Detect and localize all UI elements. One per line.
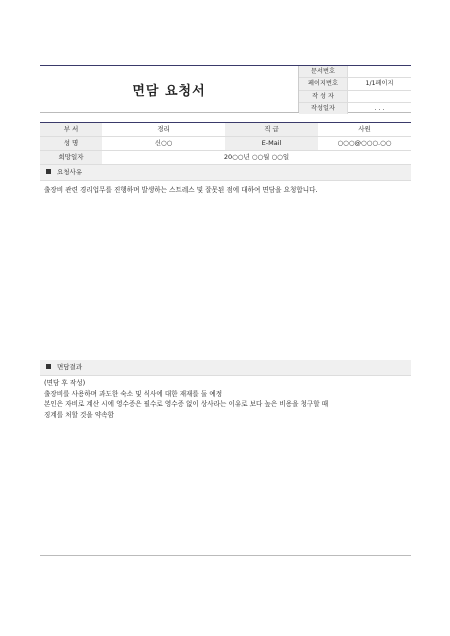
result-line: 본인은 자비로 계산 시에 영수증은 필수로 영수증 없이 상사라는 이유로 보다 높은 비용을 청구할 때 (44, 400, 329, 408)
info-row-name (40, 137, 411, 151)
result-line: 징계를 처할 것을 약속함 (44, 410, 114, 419)
document-header (40, 65, 411, 113)
meta-row-date (299, 103, 411, 114)
meta-row-page-number (299, 78, 411, 90)
result-line: 출장비를 사용하며 과도한 숙소 및 식사에 대한 재재를 둘 예정 (44, 389, 223, 398)
meta-value (348, 91, 411, 102)
meta-label: 페이지번호 (299, 78, 348, 89)
meta-row-author (299, 91, 411, 103)
reason-heading-text: 요청사유 (57, 168, 83, 176)
meta-value (348, 66, 411, 77)
meta-value: . . . (374, 104, 385, 112)
result-line: (면담 후 작성) (44, 379, 86, 387)
name-value: 신○○ (154, 139, 173, 147)
result-heading-text: 면담결과 (57, 363, 83, 371)
date-value: 20○○년 ○○월 ○○일 (223, 153, 290, 161)
meta-value: 1/1페이지 (365, 80, 394, 88)
position-value: 사원 (358, 125, 371, 133)
reason-body (40, 181, 411, 360)
meta-label: 문서번호 (299, 66, 348, 77)
meta-label: 작 성 자 (299, 91, 348, 102)
square-bullet-icon (46, 364, 51, 369)
info-row-date (40, 151, 411, 165)
dept-label: 부 서 (40, 123, 102, 136)
result-body (40, 376, 411, 556)
position-label: 직 급 (225, 123, 318, 136)
email-label: E-Mail (225, 137, 318, 150)
result-heading (40, 360, 411, 376)
reason-text: 출장비 관련 경리업무를 진행하며 발생하는 스트레스 및 잘못된 점에 대하여 면담을 요청합니다. (44, 186, 318, 194)
square-bullet-icon (46, 169, 51, 174)
date-label: 희망일자 (40, 151, 102, 164)
document-title: 면담 요청서 (132, 83, 206, 99)
document-meta-table (298, 66, 411, 112)
info-row-dept (40, 123, 411, 137)
meta-row-doc-number (299, 66, 411, 78)
name-label: 성 명 (40, 137, 102, 150)
dept-value: 경리 (157, 125, 170, 133)
document-page (40, 65, 411, 556)
reason-heading (40, 165, 411, 181)
meta-label: 작성일자 (299, 103, 348, 114)
info-table (40, 122, 411, 556)
email-value: ○○○@○○○.○○ (337, 139, 392, 147)
